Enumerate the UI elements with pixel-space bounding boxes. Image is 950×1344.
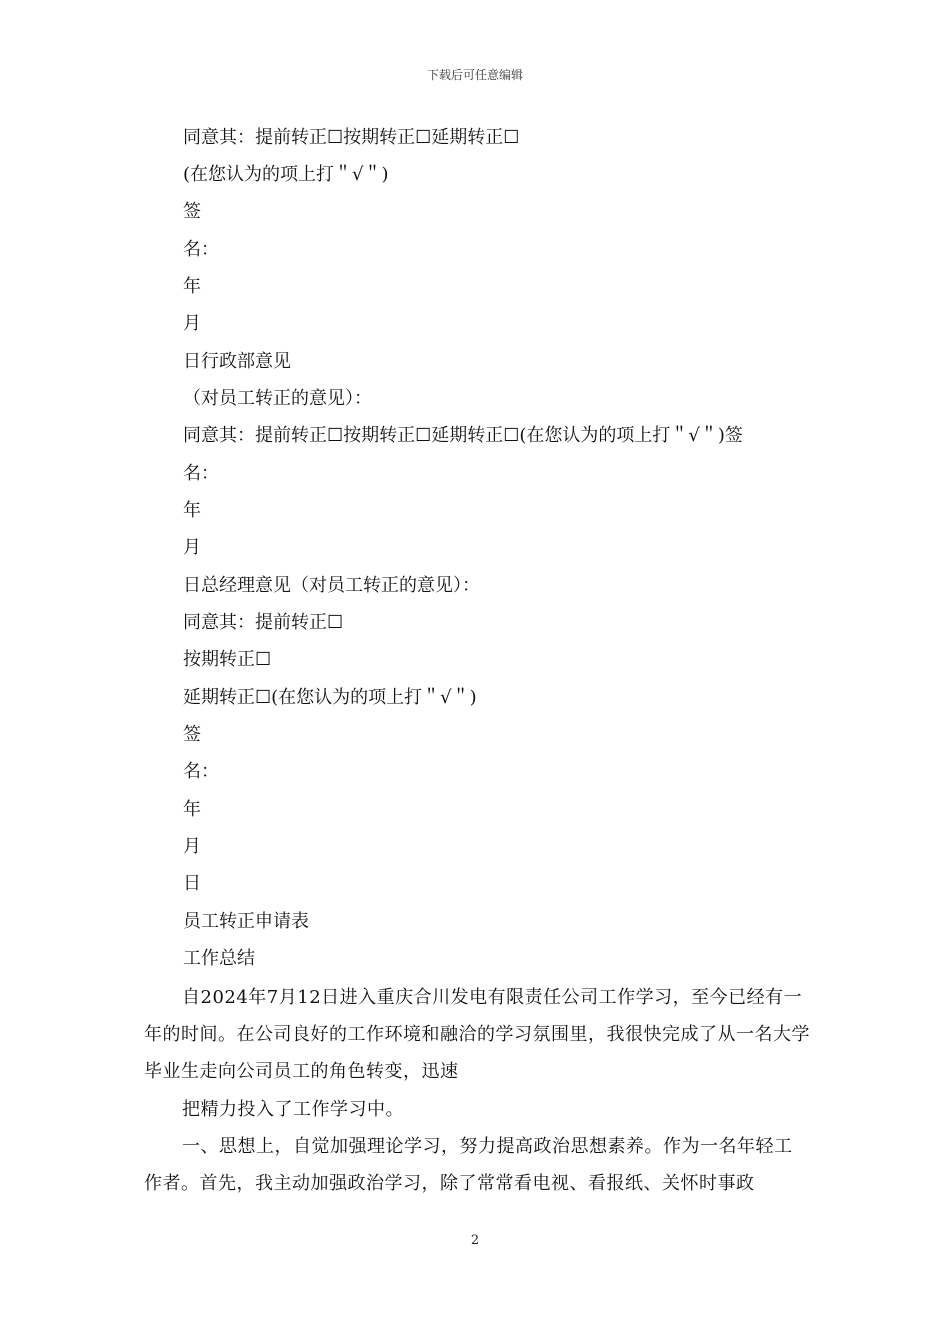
text-line: (在您认为的项上打＂√＂)	[183, 164, 389, 185]
text-line: 月	[183, 836, 201, 857]
text-line: 月	[183, 537, 201, 558]
text-line: 签	[183, 724, 201, 745]
text-line: 同意其：提前转正☐按期转正☐延期转正☐(在您认为的项上打＂√＂)签	[183, 425, 743, 446]
text-line: 签	[183, 201, 201, 222]
text-line: 月	[183, 313, 201, 334]
text-line: 日总经理意见（对员工转正的意见）：	[183, 575, 480, 596]
text-line: 员工转正申请表	[183, 911, 309, 932]
body-paragraph: 一、思想上，自觉加强理论学习，努力提高政治思想素养。作为一名年轻工作者。首先，我主动加强政治学习，除了常常看电视、看报纸、关怀时事政	[144, 1136, 793, 1194]
page-number: 2	[470, 1233, 480, 1248]
text-line: 同意其：提前转正☐	[183, 612, 344, 633]
page-header: 下载后可任意编辑	[426, 68, 523, 82]
text-line: 年	[183, 500, 201, 521]
text-line: 名：	[183, 761, 219, 782]
text-line: 年	[183, 799, 201, 820]
text-line: 同意其：提前转正☐按期转正☐延期转正☐	[183, 127, 520, 148]
text-line: 日行政部意见	[183, 351, 291, 372]
text-line: 年	[183, 276, 201, 297]
text-line: 延期转正☐(在您认为的项上打＂√＂)	[183, 687, 477, 708]
body-paragraph: 自2024年7月12日进入重庆合川发电有限责任公司工作学习，至今已经有一年的时间。在公司良好的工作环境和融洽的学习氛围里，我很快完成了从一名大学毕业生走向公司员工的角色转变，迅速	[144, 987, 810, 1082]
text-line: 日	[183, 873, 201, 894]
text-line: （对员工转正的意见）：	[183, 388, 372, 409]
text-line: 名：	[183, 239, 219, 260]
body-paragraph: 把精力投入了工作学习中。	[182, 1099, 404, 1120]
text-line: 工作总结	[183, 948, 255, 969]
text-line: 名：	[183, 463, 219, 484]
text-line: 按期转正☐	[183, 649, 272, 670]
